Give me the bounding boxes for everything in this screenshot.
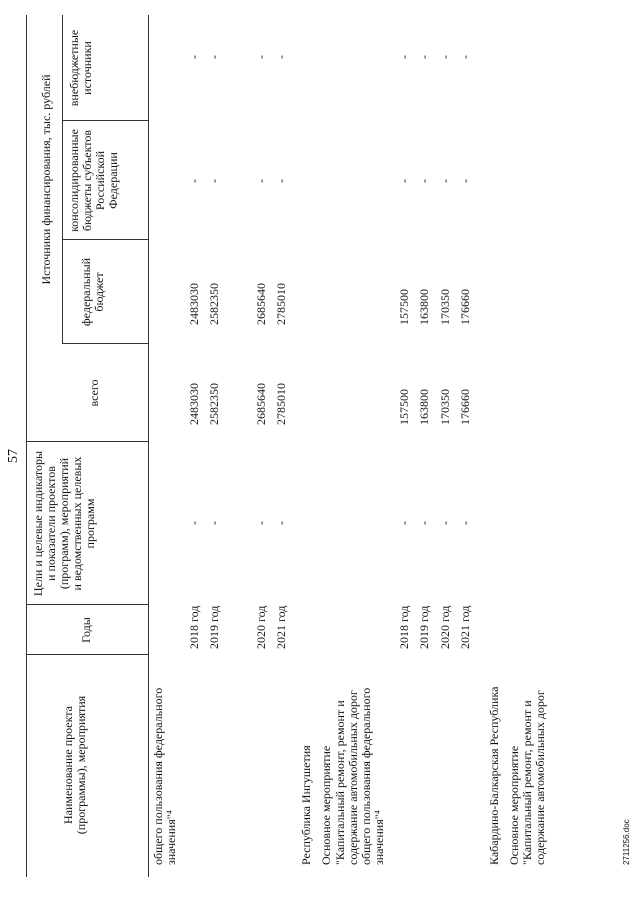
table-header-bottom [148,15,149,877]
cell-regional: - [207,179,221,183]
cell-total: 2483030 [187,383,201,425]
cell-regional: - [438,179,452,183]
cell-target: - [254,521,268,525]
cell-total: 157500 [397,389,411,425]
cell-year: 2019 год [207,605,221,649]
cell-year: 2021 год [458,605,472,649]
region-ingushetia: Республика Ингушетия [299,745,313,865]
header-targets: Цели и целевые индикаторы и показатели проектов (программ), мероприятий и ведомственных целевых программ [31,450,97,597]
cell-target: - [207,521,221,525]
cell-federal: 176660 [458,289,472,325]
ingushetia-line-1: Основное мероприятие [319,745,333,865]
cell-year: 2018 год [397,605,411,649]
cell-year: 2020 год [438,605,452,649]
header-name: Наименование проекта (программы), мероприятия [61,695,88,835]
cell-federal: 170350 [438,289,452,325]
cell-extra: - [417,55,431,59]
cell-extra: - [274,55,288,59]
cell-extra: - [458,55,472,59]
header-years: Годы [79,617,93,643]
ingushetia-line-5: значения"⁴ [372,810,386,865]
cell-year: 2020 год [254,605,268,649]
cell-total: 163800 [417,389,431,425]
cell-total: 2685640 [254,383,268,425]
cell-federal: 2685640 [254,283,268,325]
page-number: 57 [6,449,21,463]
ingushetia-line-4: общего пользования федерального [359,687,373,865]
cell-regional: - [417,179,431,183]
cell-target: - [458,521,472,525]
cell-federal: 163800 [417,289,431,325]
kbr-line-1: Основное мероприятие [507,745,521,865]
kbr-line-2: "Капитальный ремонт, ремонт и [520,700,534,865]
cell-regional: - [397,179,411,183]
footer-code: 2711256.doc [622,819,631,865]
continuation-text-2: значения"⁴ [164,810,178,865]
table-top-border [26,15,27,877]
cell-regional: - [274,179,288,183]
col-divider-name-years [26,654,148,655]
cell-federal: 2582350 [207,283,221,325]
cell-regional: - [187,179,201,183]
cell-target: - [397,521,411,525]
header-total: всего [87,379,101,407]
cell-federal: 2483030 [187,283,201,325]
cell-target: - [274,521,288,525]
ingushetia-line-2: "Капитальный ремонт, ремонт и [333,700,347,865]
header-federal: федеральный бюджет [79,257,106,327]
header-sources-title: Источники финансирования, тыс. рублей [39,74,53,285]
cell-extra: - [397,55,411,59]
cell-total: 2582350 [207,383,221,425]
cell-federal: 2785010 [274,283,288,325]
cell-extra: - [187,55,201,59]
cell-target: - [187,521,201,525]
cell-total: 170350 [438,389,452,425]
cell-year: 2021 год [274,605,288,649]
continuation-text-1: общего пользования федерального [151,687,165,865]
ingushetia-line-3: содержание автомобильных дорог [346,690,360,865]
region-kbr: Кабардино-Балкарская Республика [487,686,501,865]
cell-regional: - [254,179,268,183]
cell-regional: - [458,179,472,183]
sources-divider [62,15,63,344]
cell-year: 2019 год [417,605,431,649]
cell-total: 2785010 [274,383,288,425]
cell-year: 2018 год [187,605,201,649]
cell-total: 176660 [458,389,472,425]
cell-extra: - [254,55,268,59]
header-extra: внебюджетные источники [67,29,94,107]
cell-extra: - [438,55,452,59]
header-regional: консолидированные бюджеты субъектов Российской Федерации [67,129,120,232]
cell-target: - [417,521,431,525]
kbr-line-3: содержание автомобильных дорог [533,690,547,865]
cell-target: - [438,521,452,525]
cell-federal: 157500 [397,289,411,325]
cell-extra: - [207,55,221,59]
